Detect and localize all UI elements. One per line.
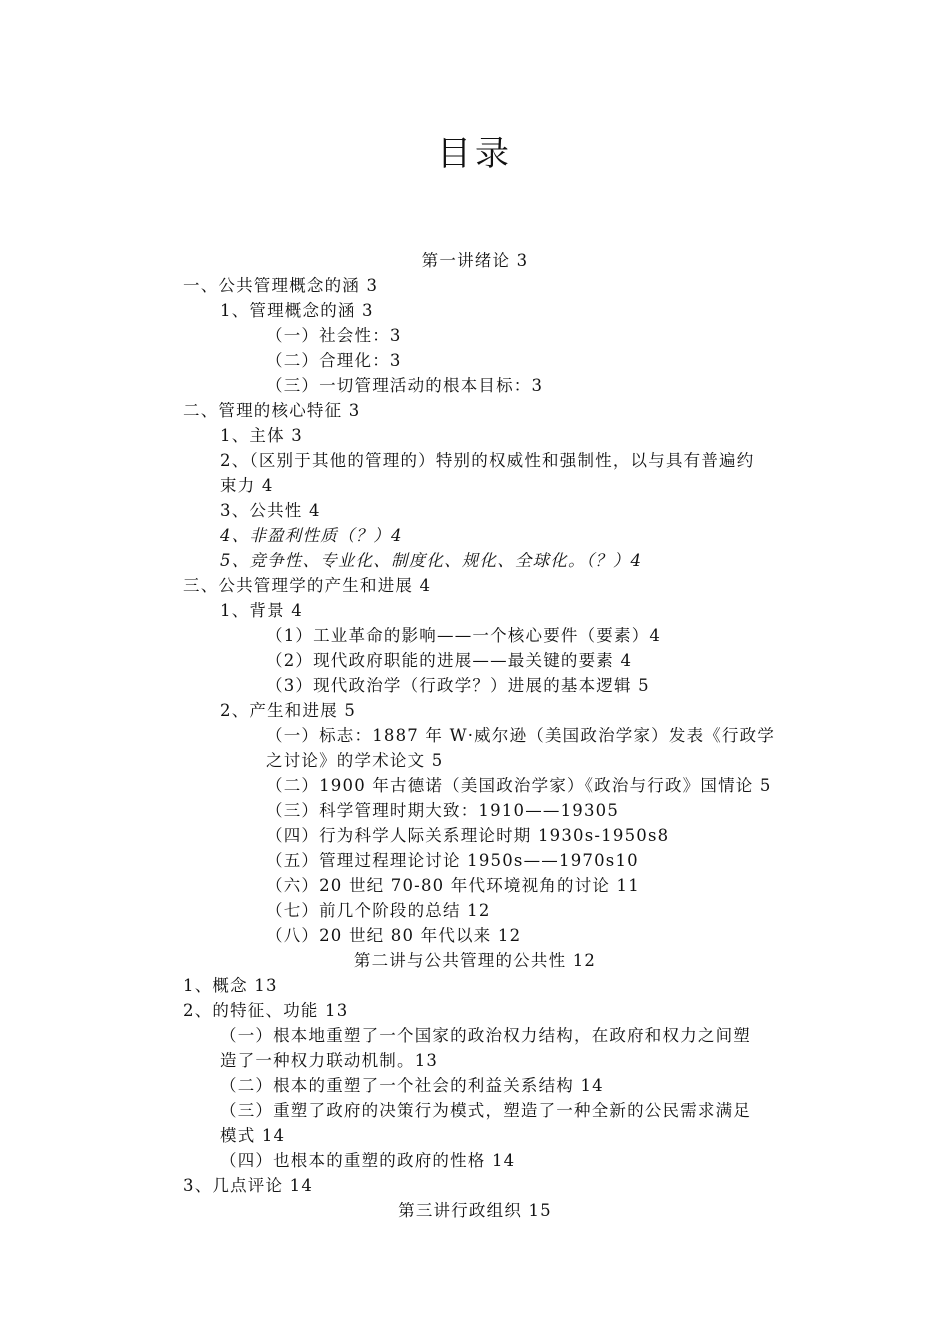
toc-item[interactable]: （七）前几个阶段的总结 12 <box>266 901 491 920</box>
toc-subsection[interactable]: 3、公共性 4 <box>220 501 321 520</box>
toc-subsection-continuation[interactable]: 模式 14 <box>220 1126 286 1145</box>
toc-subsection[interactable]: 2、产生和进展 5 <box>220 701 357 720</box>
toc-item[interactable]: （五）管理过程理论讨论 1950s——1970s10 <box>266 851 639 870</box>
toc-chapter-1[interactable]: 第一讲绪论 3 <box>421 251 529 270</box>
toc-subsection[interactable]: （二）根本的重塑了一个社会的利益关系结构 14 <box>220 1076 604 1095</box>
toc-subsection[interactable]: 1、管理概念的涵 3 <box>220 301 374 320</box>
toc-subsection-continuation[interactable]: 造了一种权力联动机制。13 <box>220 1051 439 1070</box>
toc-subsection[interactable]: （一）根本地重塑了一个国家的政治权力结构，在政府和权力之间塑 <box>220 1026 751 1045</box>
toc-item[interactable]: （一）标志：1887 年 W·威尔逊（美国政治学家）发表《行政学 <box>266 726 776 745</box>
toc-item[interactable]: （1）工业革命的影响——一个核心要件（要素）4 <box>266 626 662 645</box>
toc-item[interactable]: （二）合理化：3 <box>266 351 402 370</box>
toc-section[interactable]: 三、公共管理学的产生和进展 4 <box>183 576 432 595</box>
toc-item[interactable]: （3）现代政治学（行政学？）进展的基本逻辑 5 <box>266 676 650 695</box>
toc-chapter-2[interactable]: 第二讲与公共管理的公共性 12 <box>353 951 597 970</box>
toc-section[interactable]: 二、管理的核心特征 3 <box>183 401 361 420</box>
toc-subsection-continuation[interactable]: 束力 4 <box>220 476 274 495</box>
toc-item[interactable]: （八）20 世纪 80 年代以来 12 <box>266 926 522 945</box>
toc-item[interactable]: （四）行为科学人际关系理论时期 1930s-1950s8 <box>266 826 670 845</box>
toc-item[interactable]: （一）社会性：3 <box>266 326 402 345</box>
toc-item[interactable]: （三）一切管理活动的根本目标：3 <box>266 376 544 395</box>
toc-item[interactable]: （2）现代政府职能的进展——最关键的要素 4 <box>266 651 633 670</box>
toc-section[interactable]: 一、公共管理概念的涵 3 <box>183 276 379 295</box>
toc-chapter-3[interactable]: 第三讲行政组织 15 <box>398 1201 552 1220</box>
toc-subsection[interactable]: 5、竞争性、专业化、制度化、规化、全球化。（？）4 <box>220 551 643 570</box>
toc-subsection[interactable]: （四）也根本的重塑的政府的性格 14 <box>220 1151 516 1170</box>
toc-subsection[interactable]: 1、背景 4 <box>220 601 303 620</box>
toc-subsection[interactable]: （三）重塑了政府的决策行为模式，塑造了一种全新的公民需求满足 <box>220 1101 751 1120</box>
page-title: 目录 <box>437 134 513 174</box>
toc-item[interactable]: （三）科学管理时期大致：1910——19305 <box>266 801 620 820</box>
toc-subsection[interactable]: 1、主体 3 <box>220 426 303 445</box>
toc-subsection[interactable]: 2、（区别于其他的管理的）特别的权威性和强制性，以与具有普遍约 <box>220 451 755 470</box>
toc-section[interactable]: 1、概念 13 <box>183 976 278 995</box>
toc-section[interactable]: 3、几点评论 14 <box>183 1176 314 1195</box>
toc-subsection[interactable]: 4、非盈利性质（？）4 <box>220 526 403 545</box>
toc-section[interactable]: 2、的特征、功能 13 <box>183 1001 349 1020</box>
toc-item[interactable]: （二）1900 年古德诺（美国政治学家）《政治与行政》国情论 5 <box>266 776 772 795</box>
toc-item[interactable]: （六）20 世纪 70-80 年代环境视角的讨论 11 <box>266 876 640 895</box>
toc-item-continuation[interactable]: 之讨论》的学术论文 5 <box>266 751 444 770</box>
